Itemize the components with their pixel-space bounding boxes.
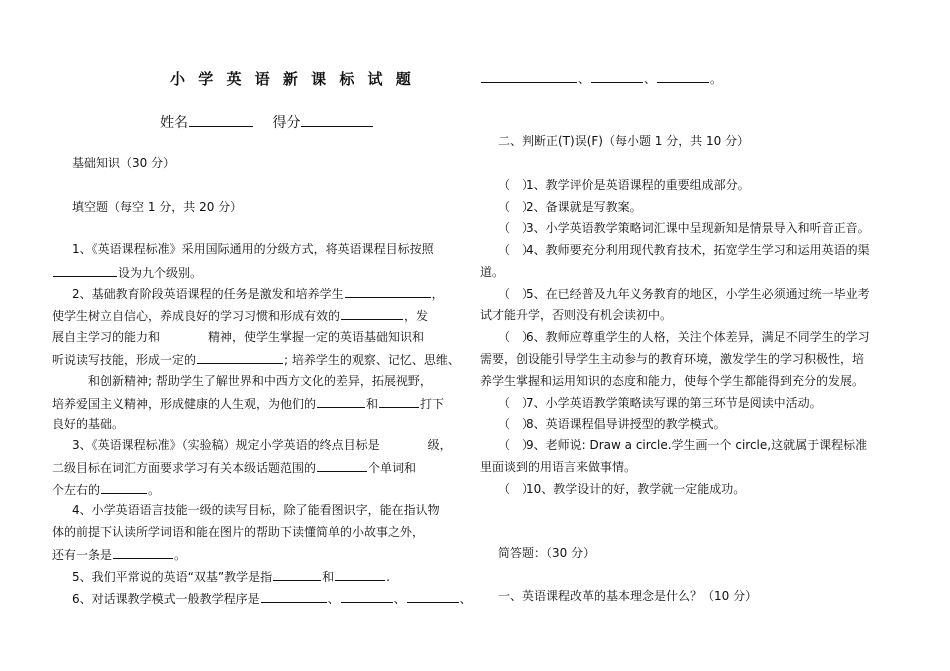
name-score-line [160,112,374,132]
q5-text-a: 5、我们平常说的英语“双基”教学是指 [72,570,273,584]
answer-paren[interactable]: （ ） [498,438,535,452]
q2-blank-3[interactable] [197,351,283,364]
short-question-1: 一、英语课程改革的基本理念是什么？（10 分） [498,589,758,603]
tf-item-5-line2: 试才能升学，否则没有机会读初中。 [480,308,673,322]
answer-paren[interactable]: （ ） [498,482,535,496]
q6-sep-4: 、 [578,72,591,86]
tf-item-2 [498,199,642,215]
q2-text-b: ， [431,287,444,301]
q5-blank-2[interactable] [335,568,385,581]
tf-item-5 [498,286,870,302]
q2-line6 [52,395,444,412]
tf-item-7 [498,395,822,411]
q2-text-g: 培养爱国主义精神，形成健康的人生观，为他们的 [52,397,317,411]
tf-text: 4、教师要充分利用现代教育技术，拓宽学生学习和运用英语的渠 [526,243,870,257]
q6-sep-1: 、 [327,592,340,606]
q1-text: 设为九个级别。 [118,266,203,280]
q1-line1: 1、《英语课程标准》采用国际通用的分级方式，将英语课程目标按照 [72,242,434,256]
q3-line2 [52,459,416,476]
tf-text: 1、教学评价是英语课程的重要组成部分。 [526,178,750,192]
q2-text-d: ，发 [404,309,429,323]
q3-text-f: 。 [148,483,161,497]
q4-text-a: 还有一条是 [52,548,113,562]
q6-sep-3: 、 [459,592,472,606]
answer-paren[interactable]: （ ） [498,330,535,344]
q5-blank-1[interactable] [273,568,321,581]
q2-blank-1[interactable] [345,285,431,298]
q2-line7: 良好的基础。 [52,417,125,431]
q3-text-a: 3、《英语课程标准》（实验稿）规定小学英语的终点目标是 [72,438,380,452]
tf-item-8 [498,416,726,432]
tf-text: 7、小学英语教学策略读写课的第三环节是阅读中活动。 [526,396,822,410]
q5-text-c: . [386,570,390,584]
q2-blank-2[interactable] [341,307,403,320]
tf-text: 2、备课就是写教案。 [526,200,642,214]
answer-paren[interactable]: （ ） [498,287,535,301]
answer-paren[interactable]: （ ） [498,200,535,214]
q3-text-d: 个单词和 [368,461,417,475]
tf-item-4 [498,242,870,258]
q1-blank[interactable] [53,264,117,277]
q6-end: 。 [710,72,723,86]
section-short-heading: 简答题：（30 分） [498,546,596,560]
q1-line2 [52,264,202,281]
tf-text: 9、老师说: Draw a circle.学生画一个 circle,这就属于课程标准 [526,438,868,452]
q6-blank-4[interactable] [481,70,577,83]
q2-text-c: 使学生树立自信心，养成良好的学习习惯和形成有效的 [52,309,341,323]
q3-text-e: 个左右的 [52,483,101,497]
q2-line3: 展自主学习的能力和 精神，使学生掌握一定的英语基础知识和 [52,330,425,344]
tf-item-3 [498,220,870,236]
q2-text-h: 和 [366,397,379,411]
q3-blank-2[interactable] [101,481,147,494]
q3-text-c: 二级目标在词汇方面要求学习有关本级话题范围的 [52,461,317,475]
q5-line [72,568,390,585]
q4-line3 [52,546,186,563]
answer-paren[interactable]: （ ） [498,396,535,410]
tf-text: 8、英语课程倡导讲授型的教学模式。 [526,417,726,431]
tf-text: 6、教师应尊重学生的人格，关注个体差异，满足不同学生的学习 [526,330,870,344]
q3-line1 [72,437,452,453]
section-fill-heading: 填空题（每空 1 分，共 20 分） [72,200,243,214]
q2-text-e: 听说读写技能，形成一定的 [52,353,197,367]
q2-line2 [52,307,428,324]
score-label: 得分 [272,115,301,131]
tf-item-6-line3: 养学生掌握和运用知识的态度和能力，使每个学生都能得到充分的发展。 [480,374,865,388]
q6-blank-1[interactable] [261,590,327,603]
q4-text-b: 。 [174,548,187,562]
q6-continuation [480,70,722,87]
answer-paren[interactable]: （ ） [498,221,535,235]
q6-sep-5: 、 [644,72,657,86]
q2-text-a: 2、基础教育阶段英语课程的任务是激发和培养学生 [72,287,344,301]
q6-text-a: 6、对话课教学模式一般教学程序是 [72,592,260,606]
tf-item-10 [498,481,745,497]
answer-paren[interactable]: （ ） [498,243,535,257]
q6-blank-5[interactable] [591,70,643,83]
q2-line1 [72,285,444,302]
q3-blank-1[interactable] [317,459,367,472]
q2-text-f: ; 培养学生的观察、记忆、思维、 [284,353,460,367]
section-basic-heading: 基础知识（30 分） [72,156,176,170]
name-label: 姓名 [160,115,188,131]
tf-text: 3、小学英语教学策略词汇课中呈现新知是情景导入和听音正音。 [526,221,870,235]
q3-line3 [52,481,160,498]
tf-item-1 [498,177,750,193]
q3-text-b: 级， [427,438,452,452]
q2-text-i: 打下 [420,397,445,411]
q2-blank-4[interactable] [317,395,365,408]
tf-item-6 [498,329,870,345]
q6-line [72,590,472,607]
q2-line5: 和创新精神; 帮助学生了解世界和中西方文化的差异，拓展视野， [52,374,432,388]
section-tf-heading: 二、判断正(T)误(F)（每小题 1 分，共 10 分） [498,134,750,148]
q4-blank[interactable] [113,546,173,559]
q6-blank-2[interactable] [341,590,393,603]
tf-item-9-line2: 里面谈到的用语言来做事情。 [480,460,637,474]
q6-blank-6[interactable] [657,70,709,83]
q4-line1: 4、小学英语语言技能一级的读写目标，除了能看图识字，能在指认物 [72,503,440,517]
q4-line2: 体的前提下认读所学词语和能在图片的帮助下读懂简单的小故事之外， [52,525,425,539]
q2-line4 [52,351,460,368]
answer-paren[interactable]: （ ） [498,178,535,192]
name-blank[interactable] [189,114,253,127]
q6-blank-3[interactable] [407,590,459,603]
q2-blank-5[interactable] [379,395,419,408]
tf-text: 10、教学设计的好，教学就一定能成功。 [526,482,746,496]
q5-text-b: 和 [322,570,335,584]
tf-item-9 [498,437,867,453]
tf-text: 5、在已经普及九年义务教育的地区，小学生必须通过统一毕业考 [526,287,870,301]
answer-paren[interactable]: （ ） [498,417,535,431]
tf-item-4-line2: 道。 [480,265,505,279]
q6-sep-2: 、 [393,592,406,606]
page-title: 小 学 英 语 新 课 标 试 题 [170,70,415,88]
tf-item-6-line2: 需要，创设能引导学生主动参与的教育环境，激发学生的学习积极性，培 [480,352,865,366]
score-blank[interactable] [301,114,373,127]
